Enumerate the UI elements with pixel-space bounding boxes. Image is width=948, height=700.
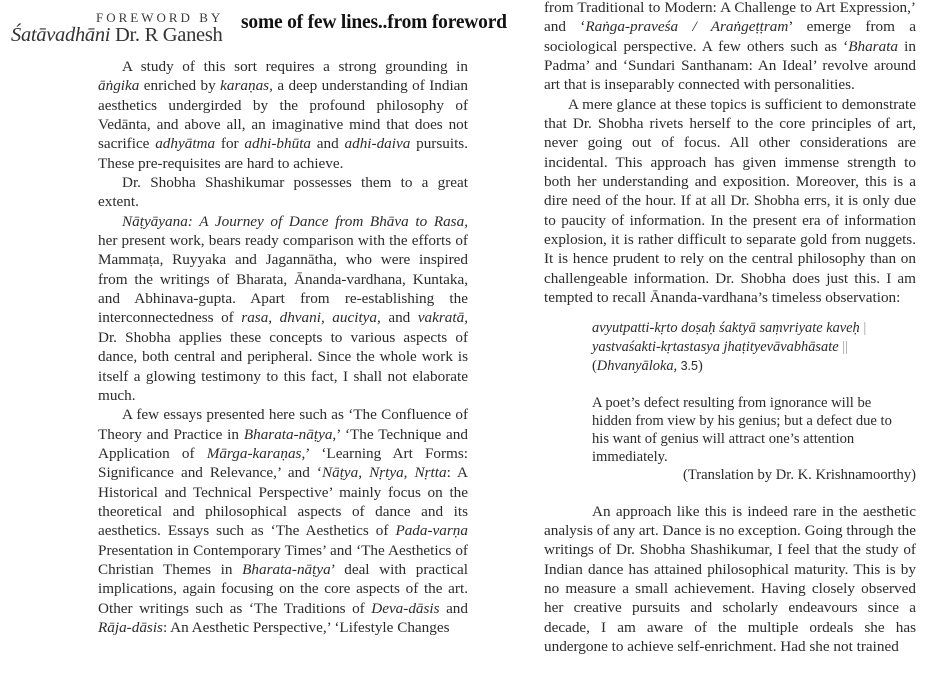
foreword-header: [0, 0, 240, 50]
paragraph-natyayana: Nāṭyāyana: A Journey of Dance from Bhāva to Rasa, her present work, bears ready comparison with the efforts of Mammaṭa, Ruyyaka and Jagannātha, who were inspired from the writings of Bharata, Ānanda-vardhana, Kuntaka, and Abhinava-gupta. Apart from re-establishing the interconnectedness of rasa, dhvani, aucitya, and vakratā, Dr. Shobha applies these concepts to various aspects of dance, both central and peripheral. Since the whole work is itself a glowing testimony to this fact, I shall not elaborate much.: [98, 212, 469, 404]
verse-citation: (Dhvanyāloka, 3.5): [592, 358, 703, 375]
paragraph-essays: A few essays presented here such as ‘The Confluence of Theory and Practice in Bharata-nāṭya,’ ‘The Technique and Application of Mārga-karaṇas,’ ‘Learning Art Forms: Significance and Relevance,’ and ‘Nāṭya, Nṛtya, Nṛtta: A Historical and Technical Perspective’ mainly focus on the theoretical and philosophical aspects of dance and its aesthetics. Essays such as ‘The Aesthetics of Pada-varṇa Presentation in Contemporary Times’ and ‘The Aesthetics of Christian Themes in Bharata-nāṭya’ deal with practical implications, again focusing on the core aspects of the art. Other writings such as ‘The Traditions of Deva-dāsis and Rāja-dāsis: An Aesthetic Perspective,’ ‘Lifestyle Changes: [98, 406, 468, 636]
verse-line-1: avyutpatti-kṛto doṣaḥ śaktyā saṃvriyate kaveḥ |: [592, 319, 867, 336]
paragraph-possesses: Dr. Shobha Shashikumar possesses them to a great extent.: [98, 174, 468, 211]
author-title: Śatāvadhāni: [11, 24, 111, 46]
sanskrit-verse: [544, 319, 916, 377]
author-name-text: Dr. R Ganesh: [110, 24, 223, 46]
foreword-by-label: FOREWORD BY: [96, 10, 224, 25]
paragraph-continuation: from Traditional to Modern: A Challenge to Art Expression,’ and ‘Raṅga-praveśa / Araṅgeṭṭram’ emerge from a sociological perspective. A few others such as ‘Bharata in Padma’ and ‘Sundari Santhanam: An Ideal’ revolve around art that is inseparably connected with personalities.: [544, 0, 916, 94]
author-name: [11, 24, 222, 47]
paragraph-prerequisites: A study of this sort requires a strong grounding in āṅgika enriched by karaṇas, a deep understanding of Indian aesthetics undergirded by the profound philosophy of Vedānta, and above all, an imaginative mind that does not sacrifice adhyātma for adhi-bhūta and adhi-daiva pursuits. These pre-requisites are hard to achieve.: [98, 58, 469, 172]
caption-overlay: some of few lines..from foreword: [241, 12, 507, 33]
verse-line-2: yastvaśakti-kṛtastasya jhaṭityevāvabhāsate ||: [592, 338, 848, 355]
paragraph-glance: A mere glance at these topics is sufficient to demonstrate that Dr. Shobha rivets herself to the core principles of art, never going out of focus. All other considerations are incidental. This approach has given immense strength to both her understanding and exposition. Moreover, this is a dire need of the hour. If at all Dr. Shobha errs, it is only due to paucity of information. In the present era of information explosion, it is rather difficult to separate gold from nuggets. It is hence prudent to rely on the central philosophy than on challengeable information. Dr. Shobha does just this. I am tempted to recall Ānanda-vardhana’s timeless observation:: [544, 95, 916, 307]
left-column: [98, 57, 468, 637]
right-column: [544, 0, 916, 656]
paragraph-approach: An approach like this is indeed rare in the aesthetic analysis of any art. Dance is no exception. Going through the writings of Dr. Shobha Shashikumar, I feel that the study of Indian dance has attained philosophical maturity. This is by no measure a small achievement. Having closely observed her creative pursuits and scholarly endeavours since a decade, I am aware of the multiple ordeals she has undergone to achieve self-enrichment. Had she not trained: [544, 502, 916, 656]
translation-credit: (Translation by Dr. K. Krishnamoorthy): [683, 466, 916, 483]
verse-translation: A poet’s defect resulting from ignorance will be hidden from view by his genius; but a defect due to his want of genius will attract one’s attention immediately.: [592, 394, 892, 465]
